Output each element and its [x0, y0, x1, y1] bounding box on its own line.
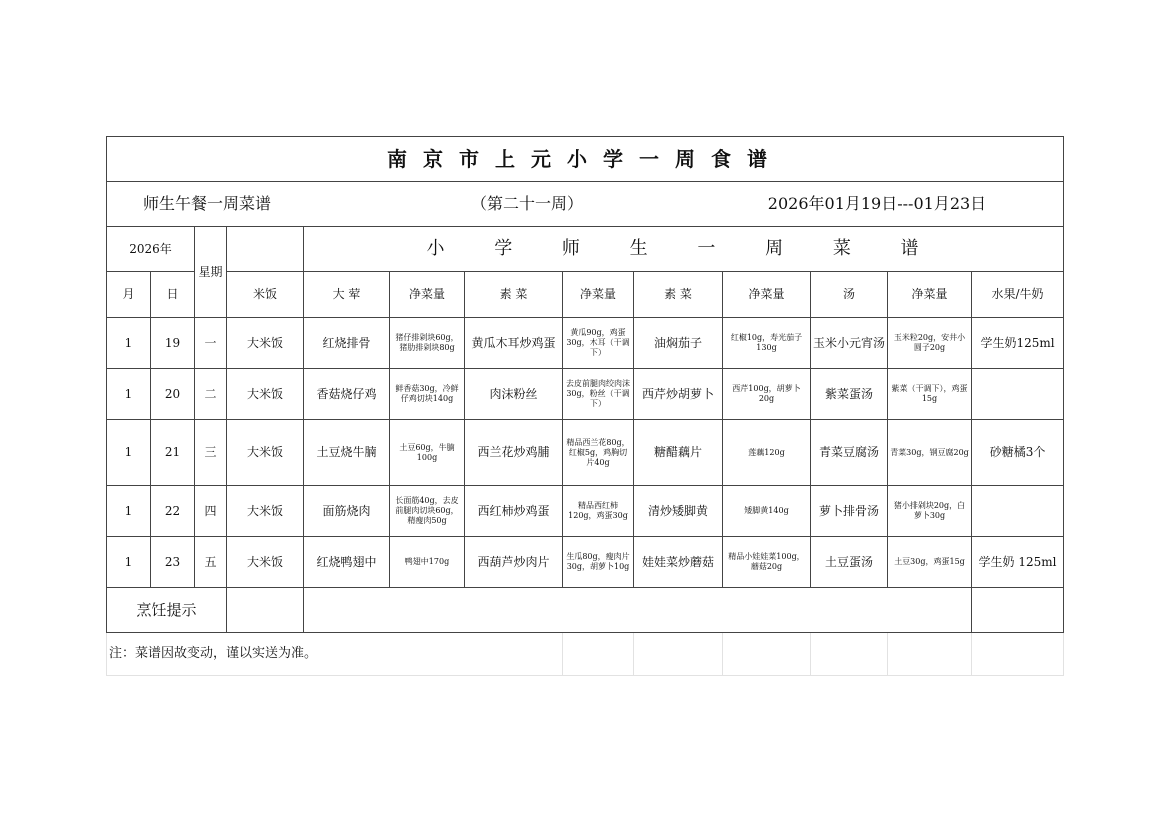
header-veg2-qty: 净菜量	[723, 272, 811, 318]
soup-qty-cell: 猪小排剁块20g，白萝卜30g	[888, 486, 972, 537]
soup-qty-cell: 玉米粒20g，安井小圆子20g	[888, 318, 972, 369]
footnote: 注：菜谱因故变动，谨以实送为准。	[107, 633, 563, 676]
header-meat: 大 荤	[304, 272, 390, 318]
page-title: 南京市上元小学一周食谱	[107, 137, 1064, 182]
header-fruit: 水果/牛奶	[972, 272, 1064, 318]
table-row	[107, 486, 1064, 537]
header-day: 日	[151, 272, 195, 318]
header-meat-qty: 净菜量	[390, 272, 465, 318]
soup-qty-cell: 土豆30g，鸡蛋15g	[888, 537, 972, 588]
fruit-cell: 学生奶 125ml	[972, 537, 1064, 588]
meat-dish-cell: 香菇烧仔鸡	[304, 369, 390, 420]
month-cell: 1	[107, 420, 151, 486]
fruit-cell	[972, 486, 1064, 537]
meat-qty-cell: 土豆60g，牛腩100g	[390, 420, 465, 486]
veg1-qty-cell: 去皮前腿肉绞肉沫30g，粉丝（干调下）	[563, 369, 634, 420]
veg1-dish-cell: 西红柿炒鸡蛋	[465, 486, 563, 537]
soup-cell: 青菜豆腐汤	[811, 420, 888, 486]
veg2-qty-cell: 红椒10g，寿光茄子130g	[723, 318, 811, 369]
veg1-dish-cell: 西兰花炒鸡脯	[465, 420, 563, 486]
month-cell: 1	[107, 537, 151, 588]
header-soup: 汤	[811, 272, 888, 318]
header-veg2: 素 菜	[634, 272, 723, 318]
veg1-qty-cell: 生瓜80g，瘦肉片30g，胡萝卜10g	[563, 537, 634, 588]
rice-cell: 大米饭	[227, 420, 304, 486]
cooking-tip-label: 烹饪提示	[107, 588, 227, 633]
day-cell: 20	[151, 369, 195, 420]
header-rice: 米饭	[227, 272, 304, 318]
title-row	[107, 137, 1064, 182]
meat-dish-cell: 面筋烧肉	[304, 486, 390, 537]
week-label: （第二十一周）	[470, 194, 583, 213]
header-veg1-qty: 净菜量	[563, 272, 634, 318]
subtitle-row	[107, 182, 1064, 227]
weekday-cell: 五	[195, 537, 227, 588]
month-cell: 1	[107, 369, 151, 420]
header-month: 月	[107, 272, 151, 318]
veg1-qty-cell: 黄瓜90g，鸡蛋30g，木耳（干调下）	[563, 318, 634, 369]
weekday-header: 星期	[195, 227, 227, 318]
veg2-dish-cell: 油焖茄子	[634, 318, 723, 369]
day-cell: 22	[151, 486, 195, 537]
table-row	[107, 537, 1064, 588]
veg2-qty-cell: 西芹100g，胡萝卜20g	[723, 369, 811, 420]
veg2-dish-cell: 娃娃菜炒蘑菇	[634, 537, 723, 588]
month-cell: 1	[107, 486, 151, 537]
day-cell: 23	[151, 537, 195, 588]
fruit-cell: 砂糖橘3个	[972, 420, 1064, 486]
header-veg1: 素 菜	[465, 272, 563, 318]
meat-qty-cell: 鸭翅中170g	[390, 537, 465, 588]
meat-qty-cell: 猪仔排剁块60g，猪肋排剁块80g	[390, 318, 465, 369]
veg2-qty-cell: 精品小娃娃菜100g，蘑菇20g	[723, 537, 811, 588]
meat-qty-cell: 鲜香菇30g，冷鲜仔鸡切块140g	[390, 369, 465, 420]
meat-dish-cell: 土豆烧牛腩	[304, 420, 390, 486]
table-row	[107, 318, 1064, 369]
subtitle-label: 师生午餐一周菜谱	[142, 194, 271, 213]
meat-qty-cell: 长面筋40g，去皮前腿肉切块60g，精瘦肉50g	[390, 486, 465, 537]
menu-sheet	[106, 136, 1064, 676]
cooking-tip-row	[107, 588, 1064, 633]
table-row	[107, 369, 1064, 420]
weekday-cell: 二	[195, 369, 227, 420]
fruit-cell: 学生奶125ml	[972, 318, 1064, 369]
soup-cell: 玉米小元宵汤	[811, 318, 888, 369]
soup-qty-cell: 青菜30g，钢豆腐20g	[888, 420, 972, 486]
section-title: 小 学 师 生 一 周 菜 谱	[304, 227, 1064, 272]
rice-cell: 大米饭	[227, 318, 304, 369]
veg2-qty-cell: 莲藕120g	[723, 420, 811, 486]
soup-cell: 土豆蛋汤	[811, 537, 888, 588]
month-cell: 1	[107, 318, 151, 369]
cooking-tip-content	[304, 588, 972, 633]
day-cell: 21	[151, 420, 195, 486]
veg2-qty-cell: 矮脚黄140g	[723, 486, 811, 537]
veg2-dish-cell: 糖醋藕片	[634, 420, 723, 486]
section-header-row	[107, 227, 1064, 272]
rice-cell: 大米饭	[227, 486, 304, 537]
date-range: 2026年01月19日---01月23日	[767, 194, 987, 213]
rice-cell: 大米饭	[227, 537, 304, 588]
fruit-cell	[972, 369, 1064, 420]
rice-cell: 大米饭	[227, 369, 304, 420]
veg1-qty-cell: 精品西兰花80g，红椒5g，鸡胸切片40g	[563, 420, 634, 486]
subtitle-bar	[107, 182, 1063, 226]
soup-qty-cell: 紫菜（干调下），鸡蛋15g	[888, 369, 972, 420]
meat-dish-cell: 红烧排骨	[304, 318, 390, 369]
veg1-dish-cell: 肉沫粉丝	[465, 369, 563, 420]
veg1-dish-cell: 黄瓜木耳炒鸡蛋	[465, 318, 563, 369]
soup-cell: 萝卜排骨汤	[811, 486, 888, 537]
veg1-qty-cell: 精品西红柿120g，鸡蛋30g	[563, 486, 634, 537]
year-label: 2026年	[107, 227, 195, 272]
veg1-dish-cell: 西葫芦炒肉片	[465, 537, 563, 588]
table-row	[107, 420, 1064, 486]
meat-dish-cell: 红烧鸭翅中	[304, 537, 390, 588]
header-soup-qty: 净菜量	[888, 272, 972, 318]
soup-cell: 紫菜蛋汤	[811, 369, 888, 420]
menu-table	[106, 136, 1064, 676]
note-row	[107, 633, 1064, 676]
weekday-cell: 三	[195, 420, 227, 486]
column-header-row	[107, 272, 1064, 318]
veg2-dish-cell: 清炒矮脚黄	[634, 486, 723, 537]
weekday-cell: 四	[195, 486, 227, 537]
day-cell: 19	[151, 318, 195, 369]
veg2-dish-cell: 西芹炒胡萝卜	[634, 369, 723, 420]
weekday-cell: 一	[195, 318, 227, 369]
